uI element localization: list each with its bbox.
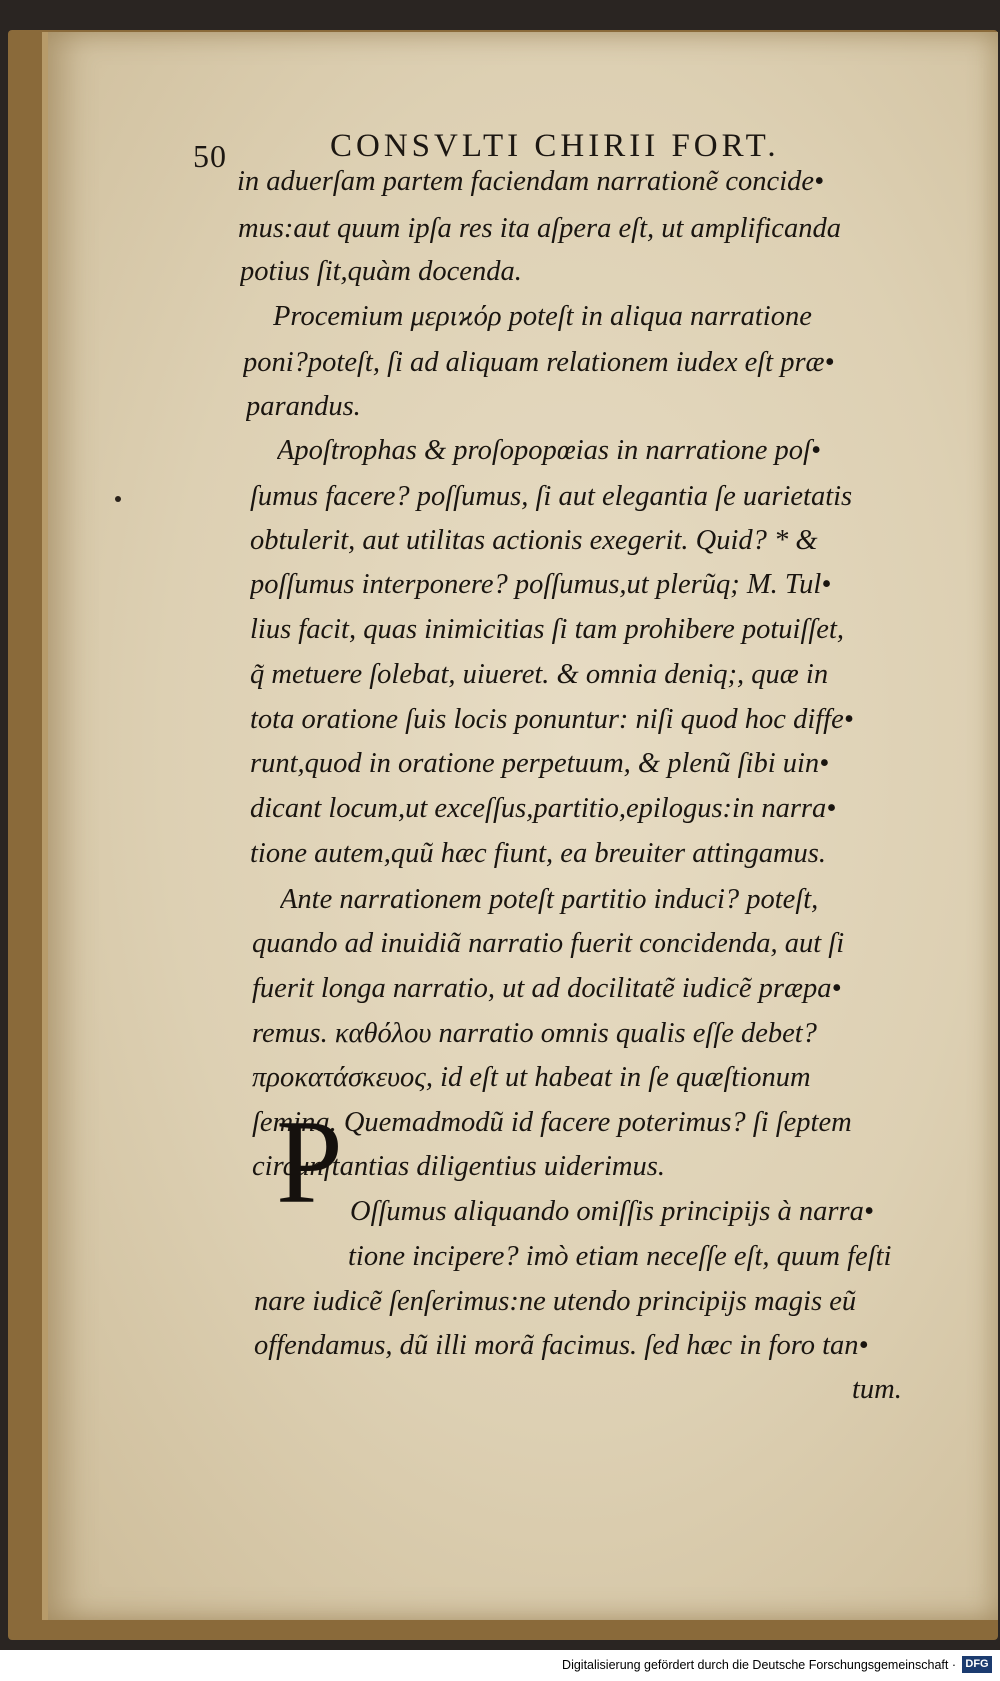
text-line: lius facit, quas inimicitias ſi tam prohibere potuiſſet, (250, 616, 844, 645)
text-line: ſumus facere? poſſumus, ſi aut elegantia ſe uarietatis (250, 483, 853, 512)
text-line: Procemium μεριϰόρ poteſt in aliqua narratione (273, 303, 812, 332)
text-line: remus. καθόλου narratio omnis qualis eſſe debet? (252, 1020, 817, 1049)
text-line: Apoſtrophas & proſopopœias in narratione poſ• (277, 437, 821, 466)
dfg-logo: DFG (962, 1656, 992, 1673)
page-number: 50 (193, 138, 227, 174)
text-line: tum. (852, 1376, 902, 1405)
text-line: runt,quod in oratione perpetuum, & plenũ ſibi uin• (250, 750, 830, 779)
text-line: parandus. (246, 393, 361, 422)
text-line: fuerit longa narratio, ut ad docilitatẽ iudicẽ præpa• (252, 975, 842, 1004)
text-line: offendamus, dũ illi morã facimus. ſed hæc in foro tan• (254, 1332, 869, 1361)
text-line: dicant locum,ut exceſſus,partitio,epilogus:in narra• (250, 795, 837, 824)
drop-capital: P (276, 1095, 343, 1228)
footer-bar (0, 1650, 1000, 1681)
text-line: Ante narrationem poteſt partitio induci? poteſt, (280, 886, 819, 915)
text-line: ſemina. Quemadmodũ id facere poterimus? ſi ſeptem (252, 1109, 852, 1138)
text-line: in aduerſam partem faciendam narrationẽ concide• (237, 168, 825, 197)
running-head: CONSVLTI CHIRII FORT. (330, 128, 780, 164)
text-line: q̃ metuere ſolebat, uiueret. & omnia deniq;, quæ in (250, 661, 829, 690)
text-line: tione autem,quũ hæc fiunt, ea breuiter attingamus. (250, 840, 827, 869)
text-line: poſſumus interponere? poſſumus,ut plerũq; M. Tul• (250, 571, 832, 600)
text-line: προκατάσκευος, id eſt ut habeat in ſe quæſtionum (252, 1064, 811, 1093)
text-line: nare iudicẽ ſenſerimus:ne utendo principijs magis eũ (254, 1288, 857, 1317)
ink-speck (115, 496, 121, 502)
text-line: Oſſumus aliquando omiſſis principijs à narra• (350, 1198, 874, 1227)
text-line: potius ſit,quàm docenda. (240, 258, 522, 287)
footer-credit: Digitalisierung gefördert durch die Deutsche Forschungsgemeinschaft · (562, 1658, 956, 1672)
text-line: tione incipere? imò etiam neceſſe eſt, quum feſti (348, 1243, 892, 1272)
text-line: circunſtantias diligentius uiderimus. (252, 1153, 665, 1182)
text-line: mus:aut quum ipſa res ita aſpera eſt, ut amplificanda (238, 215, 841, 244)
text-line: tota oratione ſuis locis ponuntur: niſi quod hoc diffe• (250, 706, 854, 735)
text-line: poni?poteſt, ſi ad aliquam relationem iudex eſt præ• (243, 349, 835, 378)
text-line: quando ad inuidiã narratio fuerit concidenda, aut ſi (252, 930, 845, 959)
text-line: obtulerit, aut utilitas actionis exegerit. Quid? * & (250, 527, 818, 556)
